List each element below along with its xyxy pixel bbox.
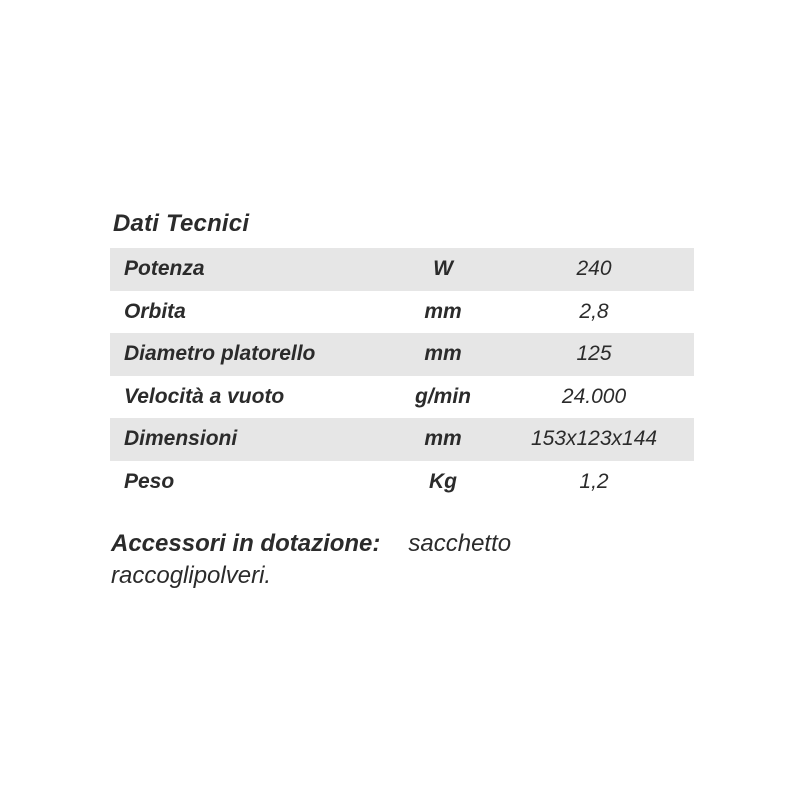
spec-label: Peso: [124, 469, 175, 493]
spec-label: Dimensioni: [124, 427, 238, 451]
accessories-label: Accessori in dotazione:: [111, 530, 381, 557]
spec-row-potenza: Potenza W 240: [110, 248, 694, 291]
specs-table: [110, 248, 694, 503]
spec-row-peso: Peso Kg 1,2: [124, 469, 609, 493]
section-title: Dati Tecnici: [113, 210, 250, 237]
spec-label: Diametro platorello: [124, 342, 316, 366]
spec-row-diametro-platorello: Diametro platorello mm 125: [110, 333, 694, 376]
spec-label: Potenza: [124, 257, 205, 281]
spec-row-orbita: Orbita mm 2,8: [124, 299, 609, 323]
spec-label: Velocità a vuoto: [124, 384, 285, 408]
spec-row-dimensioni: Dimensioni mm 153x123x144: [110, 418, 694, 461]
spec-label: Orbita: [124, 299, 186, 323]
accessories-note: [111, 528, 631, 592]
accessories-text: sacchetto raccoglipolveri.: [111, 530, 512, 589]
spec-row-velocita-a-vuoto: Velocità a vuoto g/min 24.000: [124, 384, 627, 408]
